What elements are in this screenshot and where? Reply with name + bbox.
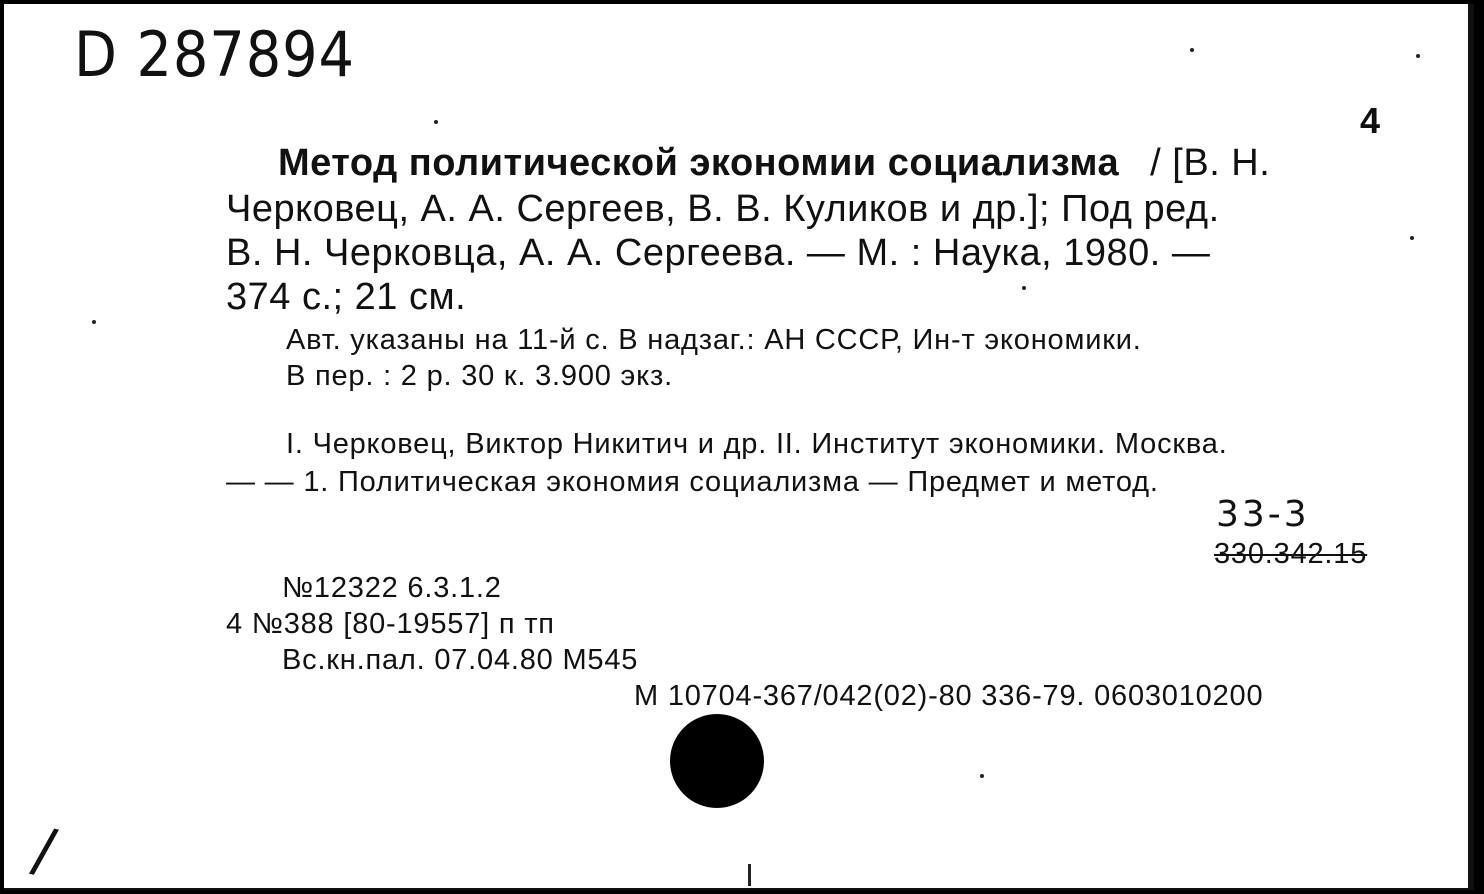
classification-printed: 330.342.15 xyxy=(1214,538,1368,570)
speck xyxy=(980,774,984,778)
punch-hole xyxy=(670,714,764,808)
inventory-number: D 287894 xyxy=(74,18,355,91)
note-line-2: В пер. : 2 р. 30 к. 3.900 экз. xyxy=(286,360,673,392)
speck xyxy=(1416,54,1420,58)
order-line-4: М 10704-367/042(02)-80 336-79. 0603010200 xyxy=(634,680,1264,712)
responsibility-start: / [В. Н. xyxy=(1150,142,1271,184)
speck xyxy=(1022,286,1026,290)
speck xyxy=(92,320,96,324)
tracing-line-1: I. Черковец, Виктор Никитич и др. II. Институт экономики. Москва. xyxy=(286,428,1228,460)
order-line-2: 4 №388 [80-19557] п тп xyxy=(226,608,555,640)
speck xyxy=(1190,48,1194,52)
speck xyxy=(748,864,751,886)
title: Метод политической экономии социализма xyxy=(278,142,1120,184)
speck xyxy=(434,120,438,124)
description-line-2: Черковец, А. А. Сергеев, В. В. Куликов и др.]; Под ред. xyxy=(226,188,1220,230)
description-line-3: В. Н. Черковца, А. А. Сергеева. — М. : Наука, 1980. — xyxy=(226,232,1211,274)
card-number: 4 xyxy=(1360,100,1381,141)
note-line-1: Авт. указаны на 11-й с. В надзаг.: АН СССР, Ин-т экономики. xyxy=(286,324,1142,356)
order-line-3: Вс.кн.пал. 07.04.80 М545 xyxy=(282,644,639,676)
slash-mark: / xyxy=(26,814,64,888)
description-line-4: 374 с.; 21 см. xyxy=(226,276,467,318)
classification-handwritten: 33-3 xyxy=(1216,494,1310,535)
speck xyxy=(1410,236,1414,240)
catalog-card xyxy=(4,4,1474,890)
order-line-1: №12322 6.3.1.2 xyxy=(282,572,502,604)
tracing-line-2: — — 1. Политическая экономия социализма — Предмет и метод. xyxy=(226,466,1159,498)
title-line xyxy=(278,142,1270,185)
